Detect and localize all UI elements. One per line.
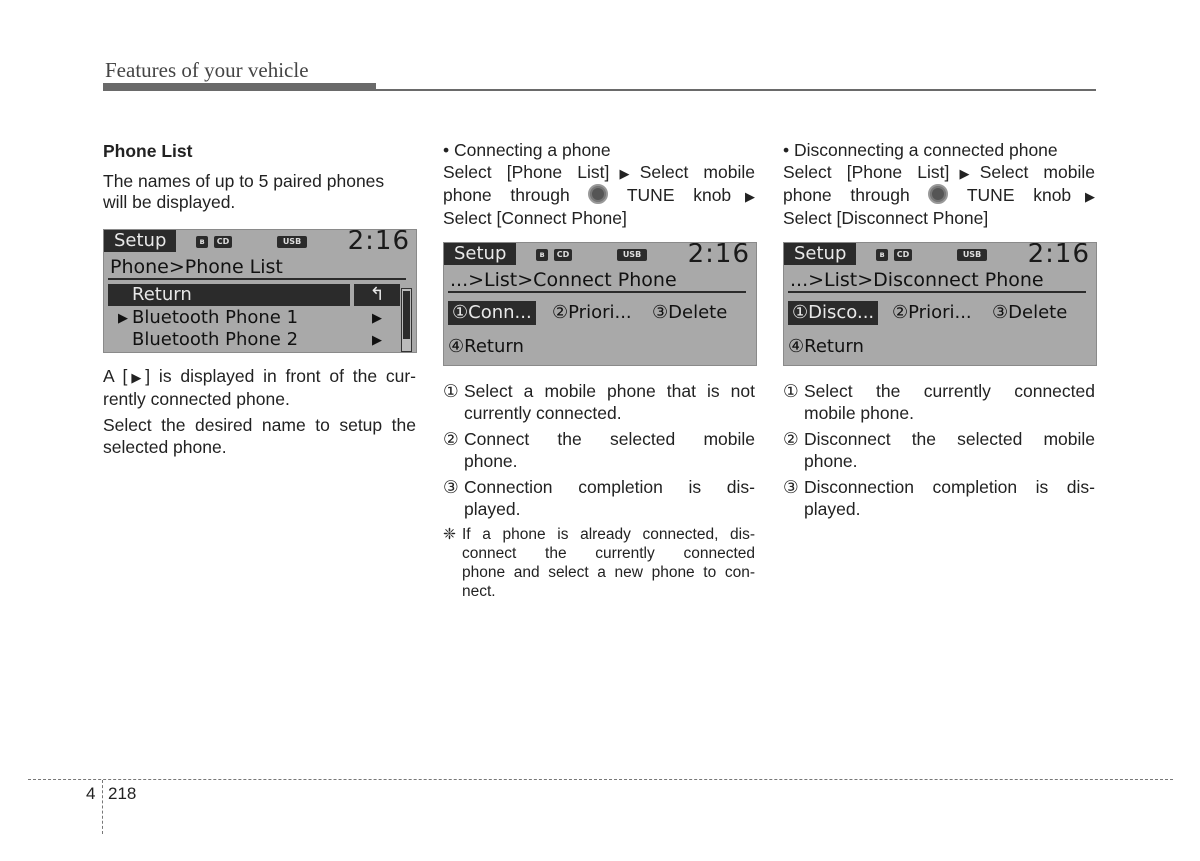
instruction-text: Select [Connect Phone] [443, 207, 627, 228]
arrow-icon: ▶ [949, 165, 980, 181]
step-number: ② [783, 429, 799, 449]
column-disconnecting [783, 140, 1095, 229]
scrollbar[interactable] [401, 288, 412, 352]
step-number: ② [443, 429, 459, 449]
cd-icon: CD [554, 249, 572, 261]
step-text: Connection completion is dis- [464, 477, 755, 497]
option-connect[interactable]: ①Conn... [448, 301, 536, 325]
scroll-thumb[interactable] [403, 291, 410, 339]
note-text: connect the currently connected [462, 545, 755, 562]
step-2 [443, 429, 755, 472]
chevron-right-icon: ▶ [372, 311, 382, 326]
step-1 [783, 381, 1095, 424]
screen-divider [788, 291, 1086, 293]
step-text: Connect the selected mobile [464, 429, 755, 449]
step-3 [783, 477, 1095, 520]
usb-icon: USB [617, 249, 647, 261]
display-screen-phone-list [103, 229, 417, 353]
option-priority[interactable]: ②Priori... [892, 302, 972, 323]
chapter-number: 4 [86, 784, 96, 803]
display-screen-disconnect-phone [783, 242, 1097, 366]
setup-tab: Setup [104, 230, 176, 252]
clock: 2:16 [347, 229, 410, 256]
screen-title: ...>List>Disconnect Phone [790, 269, 1044, 291]
setup-tab: Setup [784, 243, 856, 265]
instruction-text: Select [Phone List] [783, 161, 950, 182]
cd-icon: CD [214, 236, 232, 248]
step-1 [443, 381, 755, 424]
indicator-arrow-icon: ▶ [127, 370, 146, 385]
list-item-return[interactable]: Return [108, 284, 350, 306]
header-rule-thick [103, 83, 376, 91]
column-phone-list-body [103, 366, 416, 458]
display-screen-connect-phone [443, 242, 757, 366]
option-delete[interactable]: ③Delete [992, 302, 1068, 323]
footer-vertical-rule [102, 780, 103, 834]
instruction-text: Select mobile [979, 161, 1095, 182]
intro-line-1: The names of up to 5 paired phones [103, 170, 385, 191]
arrow-icon: ▶ [731, 189, 756, 204]
instruction-text: phone through [443, 185, 570, 205]
section-heading: • Disconnecting a connected phone [783, 140, 1058, 160]
connected-indicator-icon: ▶ [118, 311, 128, 326]
step-text: phone. [464, 450, 518, 471]
list-item-phone-2[interactable]: Bluetooth Phone 2 [132, 329, 299, 350]
note-mark-icon: ❈ [443, 526, 456, 543]
section-heading: • Connecting a phone [443, 140, 611, 160]
section-heading: Phone List [103, 141, 193, 161]
option-priority[interactable]: ②Priori... [552, 302, 632, 323]
option-return[interactable]: ④Return [448, 336, 524, 357]
chevron-right-icon: ▶ [372, 333, 382, 348]
usb-icon: USB [957, 249, 987, 261]
step-text: Disconnect the selected mobile [804, 429, 1095, 449]
bluetooth-icon: ʙ [196, 236, 208, 248]
step-number: ③ [783, 477, 799, 497]
instruction-text: Select mobile [639, 161, 755, 182]
bluetooth-icon: ʙ [876, 249, 888, 261]
step-3 [443, 477, 755, 520]
step-text: played. [464, 498, 521, 519]
screen-divider [108, 278, 406, 280]
screen-title: Phone>Phone List [110, 256, 283, 278]
step-text: currently connected. [464, 402, 622, 423]
column-disconnecting-steps [783, 381, 1095, 520]
step-text: Select the currently connected [804, 381, 1095, 401]
step-text: mobile phone. [804, 402, 914, 423]
step-text: played. [804, 498, 861, 519]
para-1-end: ] is displayed in front of the cur- [145, 366, 417, 386]
screen-divider [448, 291, 746, 293]
bluetooth-icon: ʙ [536, 249, 548, 261]
para-1-start: A [ [103, 366, 128, 386]
step-number: ① [443, 381, 459, 401]
para-1-line-2: rently connected phone. [103, 388, 290, 409]
step-text: phone. [804, 450, 858, 471]
arrow-icon: ▶ [609, 165, 640, 181]
instruction-text: TUNE knob [626, 185, 732, 205]
clock: 2:16 [1027, 242, 1090, 269]
list-item-phone-1[interactable]: Bluetooth Phone 1 [132, 307, 299, 328]
note-text: phone and select a new phone to con- [462, 564, 755, 581]
intro-line-2: will be displayed. [103, 192, 236, 212]
tune-knob-icon [588, 184, 608, 204]
instruction-text: Select [Phone List] [443, 161, 610, 182]
page-header-title: Features of your vehicle [105, 58, 309, 82]
tune-knob-icon [928, 184, 948, 204]
note [443, 525, 755, 601]
step-number: ① [783, 381, 799, 401]
page-number: 218 [108, 784, 137, 803]
back-icon: ↰ [354, 284, 400, 306]
step-text: Select a mobile phone that is not [464, 381, 755, 401]
note-text: nect. [462, 583, 496, 600]
usb-icon: USB [277, 236, 307, 248]
step-2 [783, 429, 1095, 472]
arrow-icon: ▶ [1071, 189, 1096, 204]
instruction-text: TUNE knob [966, 185, 1072, 205]
column-connecting-steps [443, 381, 755, 601]
footer-rule [28, 779, 1173, 780]
step-text: Disconnection completion is dis- [804, 477, 1095, 497]
column-phone-list [103, 141, 416, 214]
para-2-line-1: Select the desired name to setup the [103, 415, 416, 435]
para-2-line-2: selected phone. [103, 436, 227, 457]
option-disconnect[interactable]: ①Disco... [788, 301, 878, 325]
instruction-text: phone through [783, 185, 910, 205]
setup-tab: Setup [444, 243, 516, 265]
column-connecting [443, 140, 755, 229]
step-number: ③ [443, 477, 459, 497]
option-delete[interactable]: ③Delete [652, 302, 728, 323]
option-return[interactable]: ④Return [788, 336, 864, 357]
cd-icon: CD [894, 249, 912, 261]
header-rule-thin [376, 89, 1096, 91]
instruction-text: Select [Disconnect Phone] [783, 207, 989, 228]
clock: 2:16 [687, 242, 750, 269]
screen-title: ...>List>Connect Phone [450, 269, 677, 291]
note-text: If a phone is already connected, dis- [462, 526, 755, 543]
